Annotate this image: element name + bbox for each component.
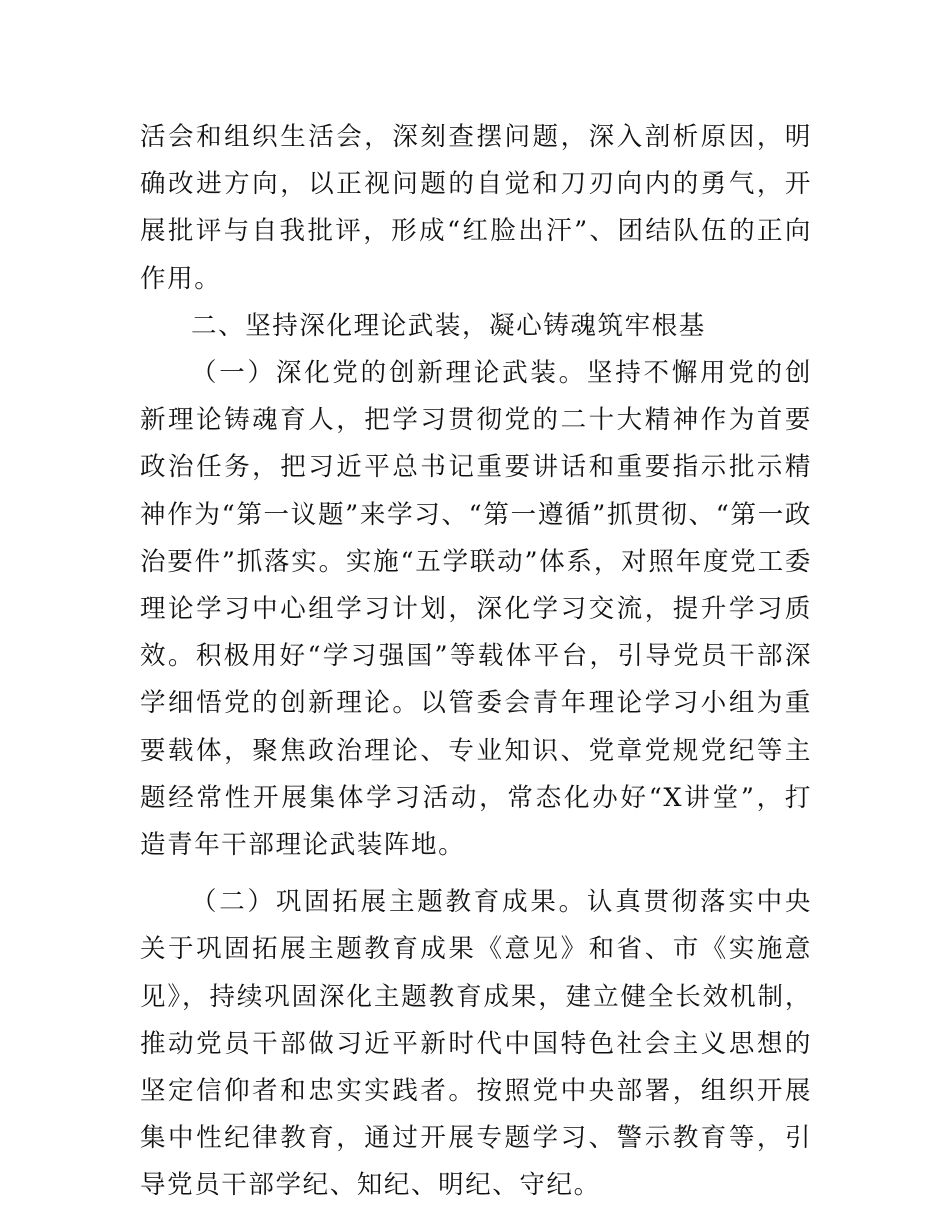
subsection-paragraph-2: （二）巩固拓展主题教育成果。认真贯彻落实中央关于巩固拓展主题教育成果《意见》和省、市《实施意见》，持续巩固深化主题教育成果，建立健全长效机制，推动党员干部做习近平新时代中国特色社会主义思想的坚定信仰者和忠实实践者。按照党中央部署，组织开展集中性纪律教育，通过开展专题学习、警示教育等，引导党员干部学纪、知纪、明纪、守纪。	[140, 887, 812, 1201]
document-body	[140, 114, 812, 1210]
paragraph-continued: 活会和组织生活会，深刻查摆问题，深入剖析原因，明确改进方向，以正视问题的自觉和刀刃向内的勇气，开展批评与自我批评，形成“红脸出汗”、团结队伍的正向作用。	[140, 122, 812, 294]
section-heading: 二、坚持深化理论武装，凝心铸魂筑牢根基	[191, 310, 706, 341]
subsection-paragraph-1: （一）深化党的创新理论武装。坚持不懈用党的创新理论铸魂育人，把学习贯彻党的二十大精神作为首要政治任务，把习近平总书记重要讲话和重要指示批示精神作为“第一议题”来学习、“第一遵循”抓贯彻、“第一政治要件”抓落实。实施“五学联动”体系，对照年度党工委理论学习中心组学习计划，深化学习交流，提升学习质效。积极用好“学习强国”等载体平台，引导党员干部深学细悟党的创新理论。以管委会青年理论学习小组为重要载体，聚焦政治理论、专业知识、党章党规党纪等主题经常性开展集体学习活动，常态化办好“X讲堂”，打造青年干部理论武装阵地。	[140, 358, 812, 861]
